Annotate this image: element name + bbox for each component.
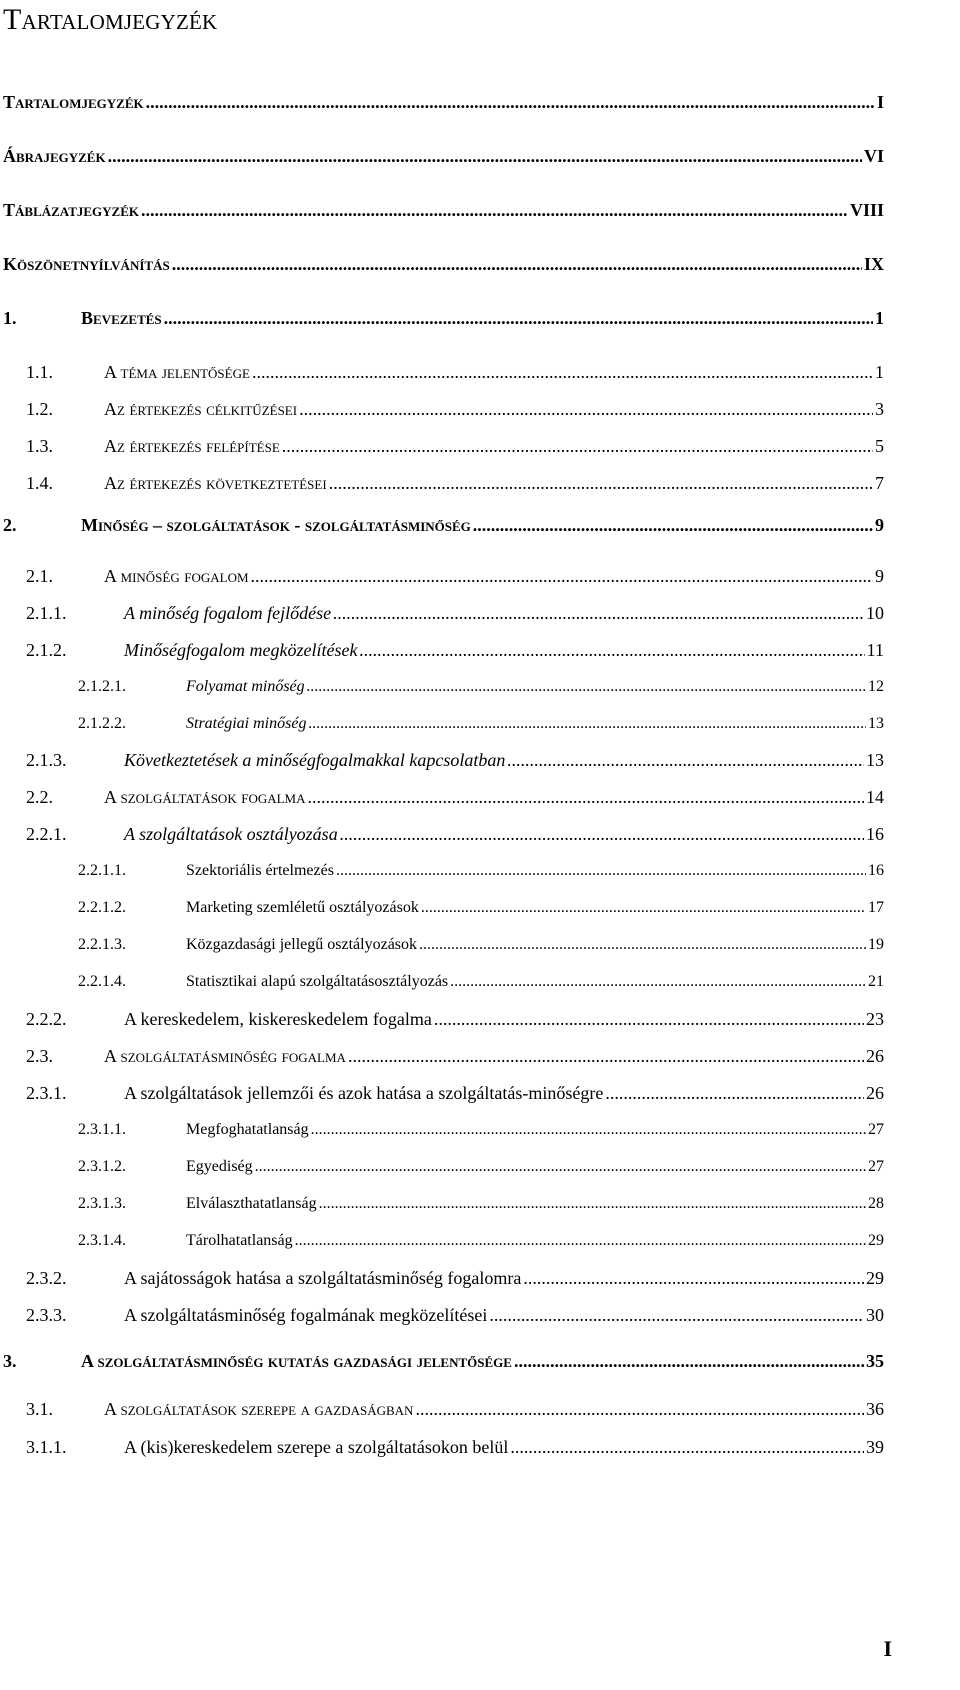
toc-entry[interactable] (78, 673, 884, 701)
toc-entry[interactable] (26, 1433, 884, 1461)
toc-leader-dots (419, 931, 866, 959)
toc-entry[interactable] (26, 469, 884, 497)
toc-entry-number: 2.3.1. (26, 1083, 67, 1103)
toc-entry-number: 2.3.1.3. (78, 1195, 126, 1212)
toc-entry-title: Marketing szemléletű osztályozások (186, 899, 419, 916)
toc-entry-title: A téma jelentősége (104, 362, 250, 382)
toc-entry-page: 30 (866, 1305, 884, 1325)
toc-entry-page: 21 (868, 973, 884, 990)
toc-leader-dots (146, 88, 875, 116)
toc-leader-dots (336, 857, 866, 885)
toc-leader-dots (164, 304, 873, 332)
toc-entry[interactable] (26, 1301, 884, 1329)
toc-entry-title: Szektoriális értelmezés (186, 862, 334, 879)
toc-leader-dots (307, 673, 866, 701)
toc-entry-page: VI (863, 146, 884, 166)
toc-entry-title: A szolgáltatások osztályozása (124, 824, 338, 844)
toc-entry-page: 10 (866, 603, 884, 623)
toc-entry-number: 2.3.1.1. (78, 1121, 126, 1138)
toc-entry-number: 3.1. (26, 1399, 53, 1419)
toc-entry-number: 2.2.1.2. (78, 899, 126, 916)
toc-leader-dots (299, 395, 873, 423)
toc-entry[interactable] (26, 1264, 884, 1292)
toc-entry[interactable] (78, 968, 884, 996)
toc-entry-title: Tárolhatatlanság (186, 1232, 293, 1249)
toc-entry-number: 2.3.1.4. (78, 1232, 126, 1249)
toc-entry-number: 2.2. (26, 787, 53, 807)
toc-entry-title: Folyamat minőség (186, 678, 305, 695)
toc-entry[interactable] (3, 250, 884, 278)
toc-entry-number: 2.3. (26, 1046, 53, 1066)
toc-entry[interactable] (26, 783, 884, 811)
toc-entry-title: Következtetések a minőségfogalmakkal kapcsolatban (124, 750, 506, 770)
toc-entry[interactable] (78, 857, 884, 885)
toc-entry-title: A szolgáltatásminőség fogalmának megközelítései (124, 1305, 488, 1325)
toc-entry-title: Bevezetés (81, 308, 162, 328)
toc-leader-dots (333, 599, 864, 627)
toc-entry-title: A szolgáltatásminőség kutatás gazdasági jelentősége (81, 1351, 512, 1371)
toc-entry-page: 11 (866, 640, 884, 660)
toc-leader-dots (359, 636, 864, 664)
page-number: I (883, 1636, 892, 1661)
toc-leader-dots (473, 511, 873, 539)
toc-entry-page: 35 (866, 1351, 884, 1371)
toc-entry-title: A szolgáltatások fogalma (104, 787, 306, 807)
toc-entry-title: Köszönetnyílvánítás (3, 254, 170, 274)
toc-entry-page: VIII (849, 200, 884, 220)
toc-entry-page: 39 (866, 1437, 884, 1457)
toc-entry[interactable] (26, 1395, 884, 1423)
toc-entry-number: 2.2.1.3. (78, 936, 126, 953)
toc-leader-dots (489, 1301, 864, 1329)
toc-entry-number: 1.3. (26, 436, 53, 456)
toc-entry-title: A szolgáltatások szerepe a gazdaságban (104, 1399, 414, 1419)
toc-entry-page: 16 (868, 862, 884, 879)
toc-entry-number: 2.2.1. (26, 824, 67, 844)
toc-entry-page: 13 (868, 715, 884, 732)
toc-entry-number: 1.4. (26, 473, 53, 493)
toc-entry-number: 2.3.1.2. (78, 1158, 126, 1175)
toc-leader-dots (172, 250, 862, 278)
toc-entry[interactable] (3, 1347, 884, 1375)
toc-entry-number: 2.3.3. (26, 1305, 67, 1325)
toc-leader-dots (108, 142, 862, 170)
toc-entry-page: 36 (866, 1399, 884, 1419)
toc-leader-dots (523, 1264, 864, 1292)
toc-entry-number: 2.1.1. (26, 603, 67, 623)
toc-leader-dots (311, 1116, 866, 1144)
toc-leader-dots (252, 358, 873, 386)
toc-entry[interactable] (26, 562, 884, 590)
toc-leader-dots (434, 1005, 864, 1033)
toc-entry[interactable] (78, 710, 884, 738)
toc-entry[interactable] (78, 1116, 884, 1144)
toc-entry-title: Táblázatjegyzék (3, 200, 140, 220)
toc-leader-dots (605, 1079, 864, 1107)
toc-entry-number: 2.1.2.1. (78, 678, 126, 695)
toc-entry[interactable] (26, 820, 884, 848)
toc-entry-number: 2.1.3. (26, 750, 67, 770)
toc-entry[interactable] (3, 511, 884, 539)
toc-entry-page: 27 (868, 1158, 884, 1175)
toc-entry[interactable] (26, 1042, 884, 1070)
toc-entry-page: IX (863, 254, 884, 274)
toc-entry-page: 5 (875, 436, 884, 456)
toc-entry-title: Megfoghatatlanság (186, 1121, 309, 1138)
toc-entry-title: Egyediség (186, 1158, 253, 1175)
toc-entry[interactable] (3, 196, 884, 224)
toc-entry-title: A szolgáltatásminőség fogalma (104, 1046, 346, 1066)
toc-entry-page: 26 (866, 1046, 884, 1066)
toc-entry-page: 3 (875, 399, 884, 419)
toc-leader-dots (421, 894, 866, 922)
toc-entry[interactable] (26, 432, 884, 460)
toc-leader-dots (308, 710, 866, 738)
toc-entry[interactable] (78, 1190, 884, 1218)
toc-entry[interactable] (78, 1227, 884, 1255)
toc-entry-page: 9 (875, 515, 884, 535)
toc-leader-dots (340, 820, 864, 848)
toc-leader-dots (348, 1042, 864, 1070)
toc-entry[interactable] (26, 1079, 884, 1107)
toc-entry-title: Minőségfogalom megközelítések (124, 640, 358, 660)
toc-entry[interactable] (78, 894, 884, 922)
toc-entry-title: A sajátosságok hatása a szolgáltatásminőség fogalomra (124, 1268, 522, 1288)
toc-entry-number: 1.1. (26, 362, 53, 382)
toc-leader-dots (251, 562, 873, 590)
toc-entry[interactable] (78, 931, 884, 959)
toc-entry-page: 27 (868, 1121, 884, 1138)
toc-entry[interactable] (26, 599, 884, 627)
toc-leader-dots (141, 196, 848, 224)
toc-entry-number: 1.2. (26, 399, 53, 419)
toc-entry-title: Az értekezés felépítése (104, 436, 280, 456)
toc-entry-page: 29 (868, 1232, 884, 1249)
toc-entry-title: Elválaszthatatlanság (186, 1195, 317, 1212)
toc-entry-title: Az értekezés következtetései (104, 473, 327, 493)
toc-entry-number: 2.1.2. (26, 640, 67, 660)
toc-entry-page: 28 (868, 1195, 884, 1212)
toc-entry-title: A minőség fogalom fejlődése (124, 603, 332, 623)
toc-leader-dots (308, 783, 865, 811)
toc-leader-dots (255, 1153, 866, 1181)
toc-entry-number: 2.2.1.4. (78, 973, 126, 990)
toc-entry[interactable] (26, 395, 884, 423)
toc-entry-title: Ábrajegyzék (3, 146, 106, 166)
toc-entry[interactable] (26, 1005, 884, 1033)
toc-entry-page: 23 (866, 1009, 884, 1029)
toc-leader-dots (514, 1347, 864, 1375)
toc-entry-page: 14 (866, 787, 884, 807)
toc-entry-page: I (876, 92, 884, 112)
toc-entry-number: 2.2.1.1. (78, 862, 126, 879)
toc-entry-title: A kereskedelem, kiskereskedelem fogalma (124, 1009, 432, 1029)
toc-entry-title: A szolgáltatások jellemzői és azok hatása a szolgáltatás-minőségre (124, 1083, 604, 1103)
toc-leader-dots (507, 746, 864, 774)
toc-entry-title: Tartalomjegyzék (3, 92, 144, 112)
toc-entry-number: 3. (3, 1351, 17, 1371)
toc-entry-number: 2.1.2.2. (78, 715, 126, 732)
toc-entry-page: 1 (875, 308, 884, 328)
toc-entry[interactable] (26, 358, 884, 386)
toc-leader-dots (282, 432, 873, 460)
toc-leader-dots (295, 1227, 866, 1255)
toc-entry-number: 2.3.2. (26, 1268, 67, 1288)
toc-entry-page: 26 (866, 1083, 884, 1103)
toc-entry-page: 9 (875, 566, 884, 586)
toc-entry[interactable] (3, 142, 884, 170)
toc-leader-dots (319, 1190, 866, 1218)
toc-entry[interactable] (26, 746, 884, 774)
toc-entry[interactable] (3, 88, 884, 116)
toc-entry-title: Statisztikai alapú szolgáltatásosztályozás (186, 973, 449, 990)
toc-entry-page: 29 (866, 1268, 884, 1288)
toc-entry-page: 12 (868, 678, 884, 695)
page-title: Tartalomjegyzék (3, 3, 218, 36)
toc-entry-number: 1. (3, 308, 17, 328)
toc-entry-title: A (kis)kereskedelem szerepe a szolgáltatásokon belül (124, 1437, 509, 1457)
toc-entry-page: 19 (868, 936, 884, 953)
toc-entry-title: Minőség – szolgáltatások - szolgáltatásminőség (81, 515, 471, 535)
toc-entry-page: 16 (866, 824, 884, 844)
toc-entry-title: Stratégiai minőség (186, 715, 307, 732)
toc-entry-page: 7 (875, 473, 884, 493)
toc-entry-page: 1 (875, 362, 884, 382)
toc-entry-title: Az értekezés célkitűzései (104, 399, 298, 419)
toc-entry-number: 2.1. (26, 566, 53, 586)
toc-entry[interactable] (3, 304, 884, 332)
toc-entry-number: 3.1.1. (26, 1437, 67, 1457)
toc-entry-page: 17 (868, 899, 884, 916)
toc-entry-number: 2.2.2. (26, 1009, 67, 1029)
toc-entry-title: A minőség fogalom (104, 566, 249, 586)
toc-entry-page: 13 (866, 750, 884, 770)
toc-entry[interactable] (26, 636, 884, 664)
toc-leader-dots (510, 1433, 864, 1461)
toc-entry-number: 2. (3, 515, 17, 535)
toc-leader-dots (329, 469, 873, 497)
toc-entry-title: Közgazdasági jellegű osztályozások (186, 936, 418, 953)
toc-leader-dots (415, 1395, 864, 1423)
toc-entry[interactable] (78, 1153, 884, 1181)
toc-leader-dots (450, 968, 866, 996)
